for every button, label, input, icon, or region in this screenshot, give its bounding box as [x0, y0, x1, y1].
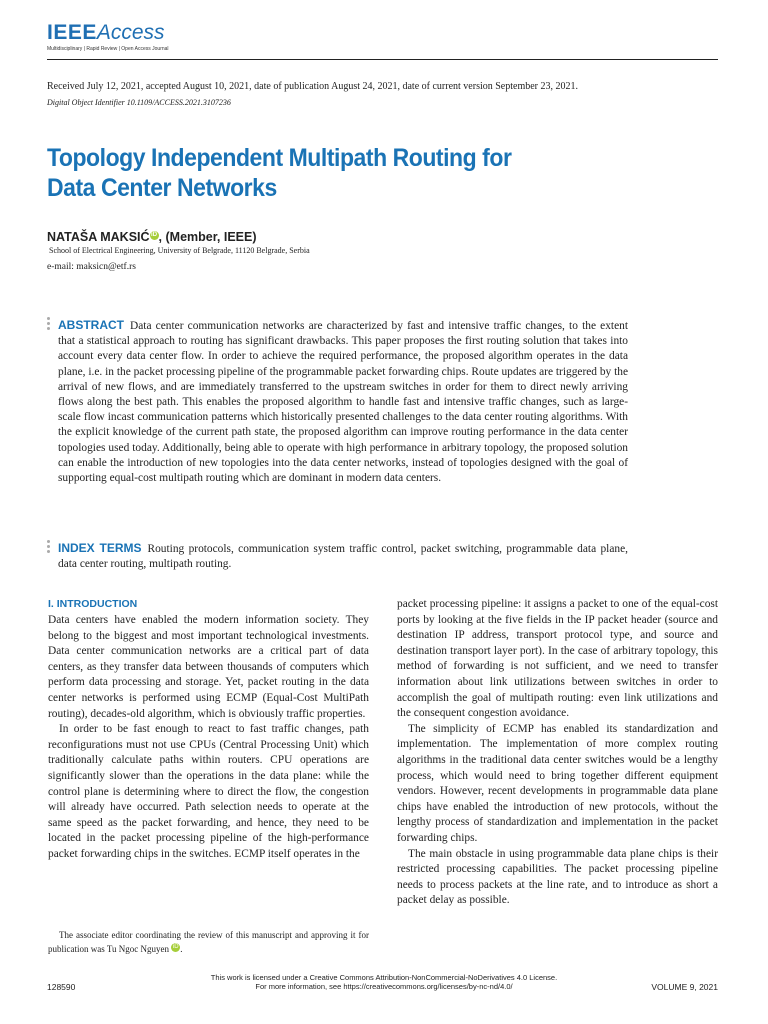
- paragraph: The main obstacle in using programmable data plane chips is their restricted processing capabilities. The packet processing pipeline needs to process packets at the line rate, and to introduce as short a packet delay as possible.: [397, 847, 718, 907]
- abstract: [58, 318, 628, 486]
- paragraph: Data centers have enabled the modern information society. They belong to the biggest and most important technological investments. Data center communication networks are a critical part of data centers, as they transfer data between thousands of computers which perform data processing and storage. Yet, packet routing in the data center networks is performed using ECMP (Equal-Cost MultiPath routing), decades-old algorithm, which is obviously traffic properties.: [48, 614, 369, 720]
- doi: Digital Object Identifier 10.1109/ACCESS.2021.3107236: [47, 98, 231, 107]
- footnote-text: The associate editor coordinating the review of this manuscript and approving it for publication was Tu Ngoc Nguyen: [48, 930, 369, 954]
- body-column-right: [397, 597, 718, 909]
- author-membership: , (Member, IEEE): [158, 230, 257, 244]
- author-name: NATAŠA MAKSIĆ: [47, 230, 150, 244]
- header-divider: [47, 59, 718, 60]
- paper-title: Topology Independent Multipath Routing for Data Center Networks: [47, 144, 512, 202]
- paragraph: The simplicity of ECMP has enabled its standardization and implementation. The implementation of more complex routing algorithms in the traditional data center switches would be a lengthy process, which would need to bring together different equipment vendors. However, recent developments in programmable data plane chips have enabled the introduction of new protocols, without the lengthy process of standardization and implementation in the packet forwarding chips.: [397, 722, 718, 844]
- section-heading: I. INTRODUCTION: [48, 598, 138, 610]
- orcid-icon[interactable]: iD: [151, 231, 158, 238]
- body-column-left: [48, 613, 369, 863]
- footnote: The associate editor coordinating the review of this manuscript and approving it for publication was Tu Ngoc Nguyen iD .: [48, 930, 369, 954]
- journal-logo: IEEEAccess: [47, 21, 165, 44]
- license-link[interactable]: For more information, see https://creativecommons.org/licenses/by-nc-nd/4.0/: [255, 982, 513, 991]
- paragraph: In order to be fast enough to react to fast traffic changes, path reconfigurations must not use CPUs (Central Processing Unit) which traditionally calculate paths within routers. CPU operations are significantly slower than the operations in the data plane: while the control plane is determining where to direct the flow, the congestion will already have occurred. Path selection needs to operate at the same speed as the packet forwarding, and hence, they need to be located in the packet processing pipeline of the high-performance packet forwarding chips in the switches. ECMP itself operates in the: [48, 723, 369, 860]
- author-line: [47, 229, 257, 245]
- paragraph: packet processing pipeline: it assigns a packet to one of the equal-cost ports by looking at the five fields in the IP packet header (source and destination IP address, transport protocol type, and source and destination transport layer port). In the case of arbitrary topology, this method of forwarding is not sufficient, and we need to transfer information about link utilizations between switches in order to accomplish the goal of multipath routing: even link utilizations and the consequent congestion avoidance.: [397, 598, 718, 720]
- index-terms: [58, 541, 628, 572]
- index-terms-text: Routing protocols, communication system traffic control, packet switching, programmable data plane, data center routing, multipath routing.: [58, 543, 628, 571]
- page-number: 128590: [47, 982, 76, 992]
- abstract-label: ABSTRACT: [58, 318, 124, 332]
- received-dates: Received July 12, 2021, accepted August 10, 2021, date of publication August 24, 2021, date of current version September 23, 2021.: [47, 81, 579, 92]
- author-email: e-mail: maksicn@etf.rs: [47, 262, 136, 272]
- index-terms-label: INDEX TERMS: [58, 541, 142, 555]
- journal-tagline: Multidisciplinary | Rapid Review | Open Access Journal: [47, 46, 169, 52]
- orcid-icon[interactable]: iD: [172, 944, 179, 950]
- dotted-marker-icon: [47, 317, 50, 332]
- dotted-marker-icon: [47, 540, 50, 555]
- author-affiliation: School of Electrical Engineering, University of Belgrade, 11120 Belgrade, Serbia: [49, 246, 310, 255]
- license-line: This work is licensed under a Creative Commons Attribution-NonCommercial-NoDerivatives 4.0 License.: [210, 973, 558, 982]
- abstract-text: Data center communication networks are characterized by fast and intensive traffic changes, to the extent that a statistical approach to routing has significant drawbacks. This paper proposes the first routing solution that takes into account every data center flow. In order to achieve the required performance, the proposed algorithm operates in the data plane, i.e. in the packet processing pipeline of the programmable packet forwarding chips. Route updates are triggered by the arrival of new flows, and are immediately transferred to the upstream switches in order for them to direct newly arriving flows along the best path. This enables the proposed algorithm to handle fast and intensive traffic changes, such as large-scale flow incast communication patterns which historically presented challenges to the data center routing algorithms. With the explicit knowledge of the current path state, the proposed algorithm can improve routing performance in the data center topologies used today. Additionally, being able to operate with high performance in arbitrary topology, the proposed solution can enable the introduction of new topologies into the data center networks, instead of topologies designed with the goal of supporting equal-cost multipath routing which are dominant in modern data centers.: [58, 320, 628, 485]
- volume-label: VOLUME 9, 2021: [651, 982, 718, 992]
